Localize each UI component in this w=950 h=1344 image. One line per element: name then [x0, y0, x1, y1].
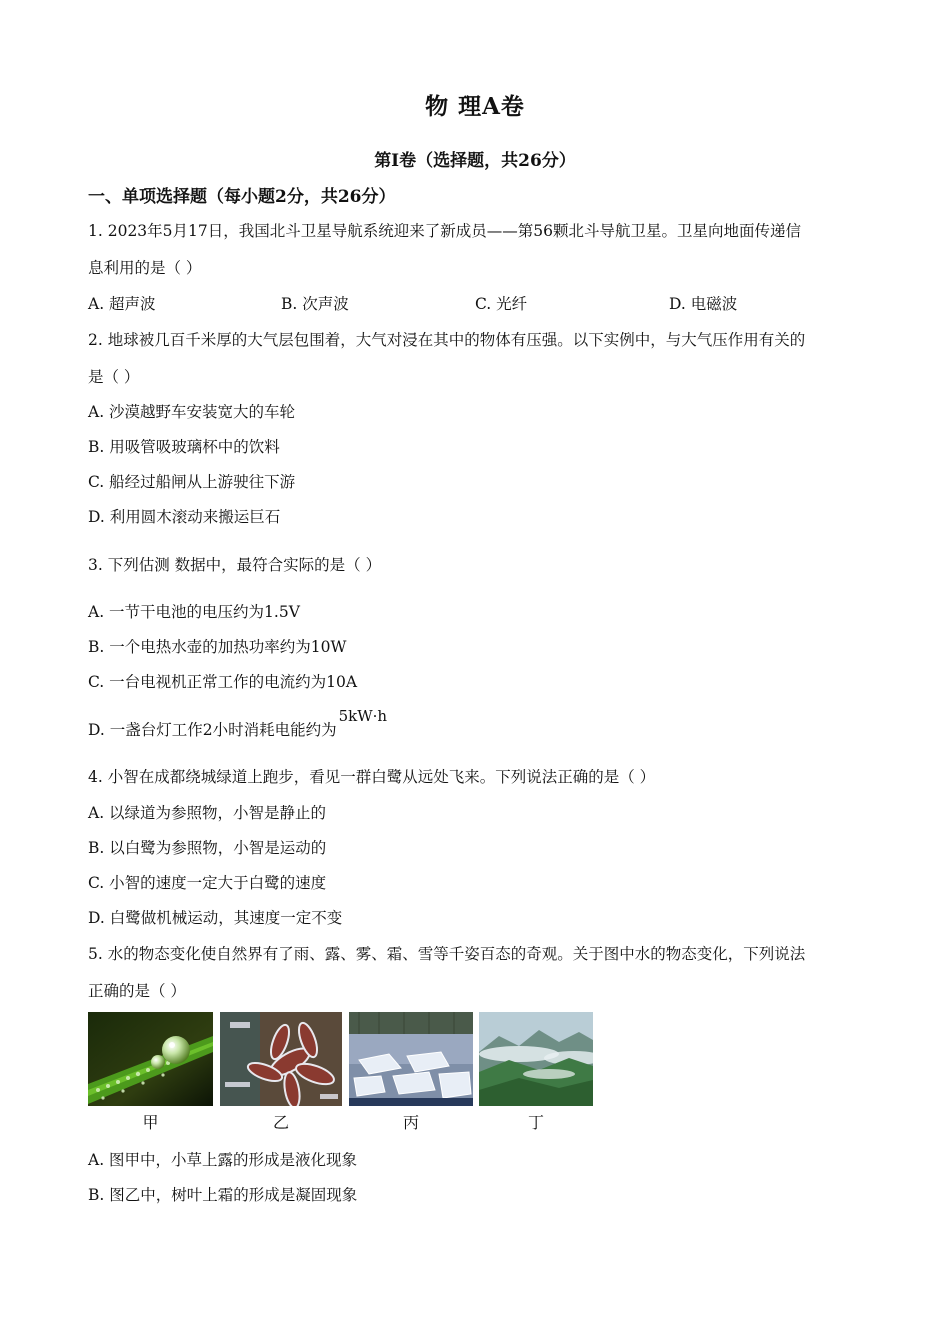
q5-figure-group — [88, 1012, 598, 1142]
q2-option-c[interactable]: C. 船经过船闸从上游驶往下游 — [88, 473, 296, 491]
q3-option-d[interactable] — [88, 707, 388, 740]
section-heading: 一、单项选择题（每小题2分，共26分） — [88, 187, 396, 207]
figure-label-bing: 丙 — [402, 1113, 419, 1132]
mist-mountains-image — [479, 1012, 593, 1106]
figure-label-jia: 甲 — [142, 1113, 159, 1132]
frost-leaves-image — [220, 1012, 342, 1106]
q4-option-b[interactable]: B. 以白鹭为参照物，小智是运动的 — [88, 839, 327, 857]
q5-option-b[interactable]: B. 图乙中，树叶上霜的形成是凝固现象 — [88, 1186, 358, 1204]
q4-option-a[interactable]: A. 以绿道为参照物，小智是静止的 — [88, 804, 327, 822]
figure-label-yi: 乙 — [272, 1113, 289, 1132]
q4-stem: 4. 小智在成都绕城绿道上跑步，看见一群白鹭从远处飞来。下列说法正确的是（ ） — [88, 768, 656, 786]
q3-option-a[interactable]: A. 一节干电池的电压约为1.5V — [88, 603, 300, 621]
q3-option-d-formula: 5kW·h — [338, 707, 388, 725]
q1-stem-line1: 1. 2023年5月17日，我国北斗卫星导航系统迎来了新成员——第56颗北斗导航卫星。卫星向地面传递信 — [88, 222, 801, 240]
q5-option-a[interactable]: A. 图甲中，小草上露的形成是液化现象 — [88, 1151, 358, 1169]
q2-option-a[interactable]: A. 沙漠越野车安装宽大的车轮 — [88, 403, 296, 421]
q5-stem-line1: 5. 水的物态变化使自然界有了雨、露、雾、霜、雪等千姿百态的奇观。关于图中水的物态变化，下列说法 — [88, 945, 806, 963]
dew-grass-image — [88, 1012, 213, 1106]
q2-stem-line1: 2. 地球被几百千米厚的大气层包围着，大气对浸在其中的物体有压强。以下实例中，与大气压作用有关的 — [88, 331, 806, 349]
q3-option-b[interactable]: B. 一个电热水壶的加热功率约为10W — [88, 638, 347, 656]
q2-option-d[interactable]: D. 利用圆木滚动来搬运巨石 — [88, 508, 281, 526]
q3-option-c[interactable]: C. 一台电视机正常工作的电流约为10A — [88, 673, 358, 691]
q4-option-d[interactable]: D. 白鹭做机械运动，其速度一定不变 — [88, 909, 343, 927]
q5-stem-line2: 正确的是（ ） — [88, 982, 186, 1000]
q4-option-c[interactable]: C. 小智的速度一定大于白鹭的速度 — [88, 874, 327, 892]
q1-option-d[interactable]: D. 电磁波 — [669, 295, 738, 313]
q3-option-d-text: D. 一盏台灯工作2小时消耗电能约为 — [88, 721, 337, 739]
q1-option-b[interactable]: B. 次声波 — [281, 295, 349, 313]
part-title: 第Ⅰ卷（选择题，共26分） — [374, 151, 576, 171]
q2-option-b[interactable]: B. 用吸管吸玻璃杯中的饮料 — [88, 438, 280, 456]
page-title: 物 理A卷 — [425, 93, 525, 120]
q1-stem-line2: 息利用的是（ ） — [88, 259, 202, 277]
q1-option-a[interactable]: A. 超声波 — [88, 295, 156, 313]
q2-stem-line2: 是（ ） — [88, 368, 140, 386]
q3-stem: 3. 下列估测 数据中，最符合实际的是（ ） — [88, 556, 382, 574]
q1-option-c[interactable]: C. 光纤 — [475, 295, 528, 313]
q1-options — [88, 292, 868, 314]
figure-label-ding: 丁 — [527, 1113, 544, 1132]
ice-lake-image — [349, 1012, 473, 1106]
